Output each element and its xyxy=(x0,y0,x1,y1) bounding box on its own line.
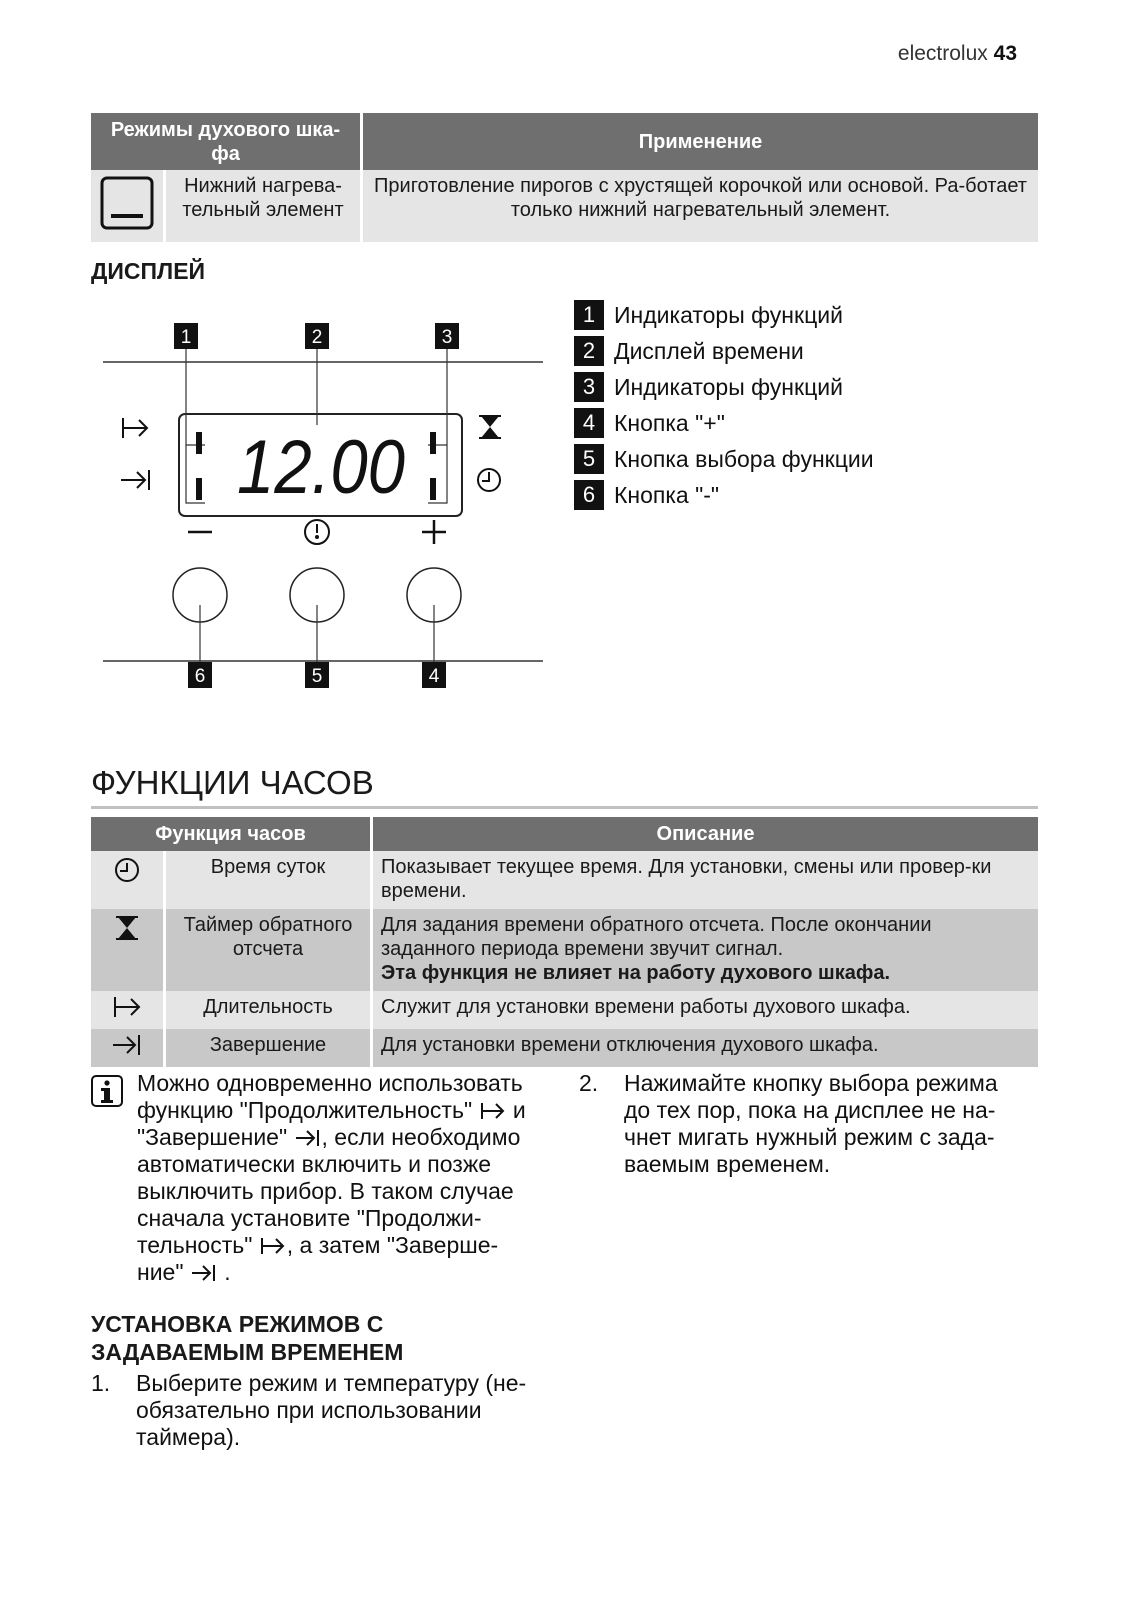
end-icon xyxy=(91,1029,166,1067)
info-line xyxy=(137,1259,567,1286)
section-divider xyxy=(91,806,1038,809)
info-text: и xyxy=(512,1097,526,1123)
legend-number: 3 xyxy=(574,372,604,402)
legend-label: Кнопка "-" xyxy=(614,481,720,508)
legend-label: Индикаторы функций xyxy=(614,373,843,400)
setup-title-line: УСТАНОВКА РЕЖИМОВ С xyxy=(91,1311,384,1337)
info-text: тельность" xyxy=(137,1232,253,1258)
info-text: , а затем "Заверше- xyxy=(286,1232,499,1258)
clock-section-title: ФУНКЦИИ ЧАСОВ xyxy=(91,764,374,801)
bottom-heat-icon xyxy=(91,170,166,242)
clock-function-name: Таймер обратного отсчета xyxy=(166,909,373,991)
info-line: Можно одновременно использовать xyxy=(137,1070,523,1096)
info-text: функцию "Продолжительность" xyxy=(137,1097,473,1123)
info-text: . xyxy=(224,1259,231,1285)
page-number: 43 xyxy=(993,42,1017,65)
callout-1-label: 1 xyxy=(180,327,192,348)
info-line xyxy=(137,1232,567,1259)
info-line: сначала установите "Продолжи- xyxy=(137,1205,482,1231)
info-icon xyxy=(90,1074,124,1108)
step-line: ваемым временем. xyxy=(624,1151,831,1177)
plus-icon xyxy=(422,520,446,544)
hourglass-icon xyxy=(91,909,166,991)
step-number: 1. xyxy=(91,1370,111,1396)
info-line xyxy=(137,1097,567,1124)
duration-icon xyxy=(91,991,166,1029)
duration-icon xyxy=(479,1101,507,1121)
legend-label: Кнопка выбора функции xyxy=(614,445,874,472)
info-text: ние" xyxy=(137,1259,184,1285)
step-line: Выберите режим и температуру (не- xyxy=(136,1370,527,1396)
clock-icon xyxy=(478,469,500,491)
display-time: 12.00 xyxy=(237,425,405,510)
legend-label: Дисплей времени xyxy=(614,337,804,364)
description-header: Описание xyxy=(373,817,1038,851)
callout-5-label: 5 xyxy=(311,666,323,687)
clock-icon xyxy=(91,851,166,909)
clock-function-desc xyxy=(373,909,1038,991)
callout-4-label: 4 xyxy=(428,666,440,687)
callout-3-label: 3 xyxy=(441,327,453,348)
display-panel-diagram xyxy=(95,310,545,710)
callout-6-label: 6 xyxy=(194,666,206,687)
info-line: выключить прибор. В таком случае xyxy=(137,1178,514,1204)
brand-name: electrolux xyxy=(897,42,988,65)
info-text: "Завершение" xyxy=(137,1124,288,1150)
mode-description: Приготовление пирогов с хрустящей корочкой или основой. Ра-ботает только нижний нагревательный элемент. xyxy=(363,170,1038,242)
mode-name: Нижний нагрева-тельный элемент xyxy=(166,170,363,242)
legend-number: 6 xyxy=(574,480,604,510)
clock-function-name: Завершение xyxy=(166,1029,373,1067)
display-legend xyxy=(574,297,874,513)
info-line: автоматически включить и позже xyxy=(137,1151,492,1177)
step-line: Нажимайте кнопку выбора режима xyxy=(624,1070,998,1096)
legend-label: Кнопка "+" xyxy=(614,409,725,436)
duration-icon xyxy=(123,418,147,438)
legend-item xyxy=(574,369,874,405)
legend-label: Индикаторы функций xyxy=(614,301,843,328)
clock-functions-table xyxy=(91,817,1038,1067)
application-header: Применение xyxy=(363,113,1038,170)
end-icon xyxy=(294,1128,322,1148)
setup-section-title xyxy=(91,1310,403,1366)
clock-function-name: Длительность xyxy=(166,991,373,1029)
clock-function-desc: Служит для установки времени работы духового шкафа. xyxy=(373,991,1038,1029)
oven-modes-header: Режимы духового шка-фа xyxy=(91,113,363,170)
callout-2-label: 2 xyxy=(311,327,323,348)
clock-function-header: Функция часов xyxy=(91,817,373,851)
legend-number: 4 xyxy=(574,408,604,438)
clock-function-name: Время суток xyxy=(166,851,373,909)
step-line: чнет мигать нужный режим с зада- xyxy=(624,1124,995,1150)
setup-step-1 xyxy=(91,1370,561,1451)
oven-modes-table xyxy=(91,113,1038,242)
info-line xyxy=(137,1124,567,1151)
info-note xyxy=(137,1070,567,1286)
legend-number: 2 xyxy=(574,336,604,366)
legend-item xyxy=(574,333,874,369)
duration-icon xyxy=(259,1236,287,1256)
end-icon xyxy=(190,1263,218,1283)
callout-2 xyxy=(305,323,329,425)
step-line: обязательно при использовании xyxy=(136,1397,482,1423)
hourglass-icon xyxy=(479,416,501,438)
clock-function-desc: Показывает текущее время. Для установки, смены или провер-ки времени. xyxy=(373,851,1038,909)
desc-bold-text: Эта функция не влияет на работу духового шкафа. xyxy=(381,962,891,984)
legend-number: 5 xyxy=(574,444,604,474)
end-icon xyxy=(121,470,149,490)
setup-title-line: ЗАДАВАЕМЫМ ВРЕМЕНЕМ xyxy=(91,1339,404,1365)
clock-select-icon xyxy=(305,520,329,544)
legend-item xyxy=(574,405,874,441)
legend-item xyxy=(574,297,874,333)
display-section-title: ДИСПЛЕЙ xyxy=(91,258,206,284)
page-header xyxy=(898,42,1017,66)
info-text: , если необходимо xyxy=(321,1124,521,1150)
step-line: до тех пор, пока на дисплее не на- xyxy=(624,1097,996,1123)
legend-item xyxy=(574,477,874,513)
step-line: таймера). xyxy=(136,1424,241,1450)
setup-step-2 xyxy=(579,1070,1039,1178)
legend-item xyxy=(574,441,874,477)
legend-number: 1 xyxy=(574,300,604,330)
desc-text: Для задания времени обратного отсчета. После окончании заданного периода времени звучит сигнал. xyxy=(381,914,932,960)
clock-function-desc: Для установки времени отключения духового шкафа. xyxy=(373,1029,1038,1067)
step-number: 2. xyxy=(579,1070,599,1096)
